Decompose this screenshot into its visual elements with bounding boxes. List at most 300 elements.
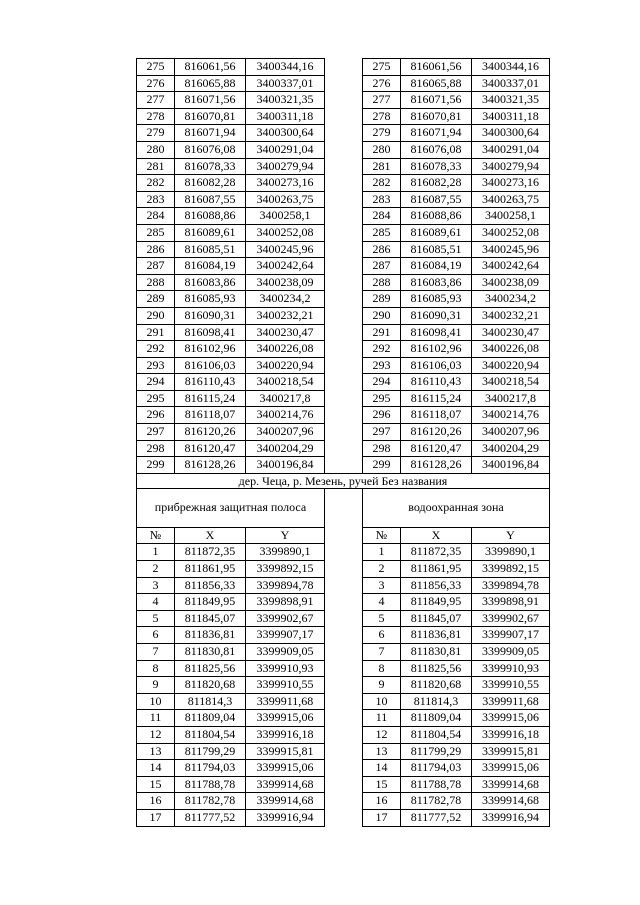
right-y-coordinate: 3399910,55 [472,677,550,694]
left-point-number: 291 [137,324,175,341]
left-x-coordinate: 816110,43 [175,374,246,391]
left-x-coordinate: 816089,61 [175,224,246,241]
right-y-coordinate: 3399915,81 [472,743,550,760]
right-x-coordinate: 816098,41 [401,324,472,341]
table-row [137,357,550,374]
left-point-number: 10 [137,693,175,710]
gap-cell [325,258,363,275]
left-y-coordinate: 3399909,05 [246,644,325,661]
gap-cell [325,760,363,777]
right-y-coordinate: 3400232,21 [472,307,550,324]
table-row [137,208,550,225]
table-row [137,191,550,208]
left-point-number: 275 [137,59,175,76]
right-x-coordinate: 811820,68 [401,677,472,694]
table-row [137,158,550,175]
right-point-number: 299 [363,457,401,474]
right-x-coordinate: 811849,95 [401,594,472,611]
left-point-number: 293 [137,357,175,374]
table-row [137,274,550,291]
left-y-coordinate: 3399902,67 [246,610,325,627]
right-y-coordinate: 3400291,04 [472,141,550,158]
left-y-coordinate: 3399894,78 [246,577,325,594]
table-row [137,291,550,308]
right-point-number: 280 [363,141,401,158]
section-caption: дер. Чеца, р. Мезень, ручей Без названия [137,473,550,488]
left-y-coordinate: 3400230,47 [246,324,325,341]
right-x-coordinate: 816090,31 [401,307,472,324]
right-y-coordinate: 3399916,94 [472,809,550,826]
table-row [137,660,550,677]
table-row [137,258,550,275]
right-x-coordinate: 816076,08 [401,141,472,158]
left-x-coordinate: 811849,95 [175,594,246,611]
left-y-coordinate: 3400226,08 [246,341,325,358]
left-x-coordinate: 811856,33 [175,577,246,594]
table-row [137,307,550,324]
right-point-number: 283 [363,191,401,208]
left-point-number: 8 [137,660,175,677]
right-y-coordinate: 3400245,96 [472,241,550,258]
table-row [137,341,550,358]
right-y-coordinate: 3399914,68 [472,776,550,793]
left-y-coordinate: 3399916,94 [246,809,325,826]
left-y-coordinate: 3400344,16 [246,59,325,76]
right-y-coordinate: 3399892,15 [472,561,550,578]
right-x-coordinate: 811830,81 [401,644,472,661]
right-point-number: 297 [363,424,401,441]
right-x-coordinate: 816071,94 [401,125,472,142]
table-row [137,561,550,578]
right-x-coordinate: 811788,78 [401,776,472,793]
left-point-number: 282 [137,175,175,192]
right-point-number: 282 [363,175,401,192]
right-point-number: 8 [363,660,401,677]
right-point-number: 17 [363,809,401,826]
gap-cell [325,59,363,76]
right-point-number: 6 [363,627,401,644]
left-x-coordinate: 816090,31 [175,307,246,324]
right-point-number: 12 [363,726,401,743]
left-x-coordinate: 811809,04 [175,710,246,727]
table-row [137,108,550,125]
table-row [137,59,550,76]
left-x-coordinate: 816082,28 [175,175,246,192]
table-row [137,175,550,192]
left-y-coordinate: 3399914,68 [246,776,325,793]
left-point-number: 2 [137,561,175,578]
left-x-coordinate: 816085,93 [175,291,246,308]
right-point-number: 281 [363,158,401,175]
gap-cell [325,488,363,527]
right-y-coordinate: 3399894,78 [472,577,550,594]
left-point-number: 288 [137,274,175,291]
right-y-coordinate: 3399902,67 [472,610,550,627]
left-y-coordinate: 3400217,8 [246,390,325,407]
right-point-number: 4 [363,594,401,611]
right-y-coordinate: 3400300,64 [472,125,550,142]
left-x-coordinate: 816088,86 [175,208,246,225]
right-point-number: 296 [363,407,401,424]
right-y-coordinate: 3399911,68 [472,693,550,710]
left-point-number: 17 [137,809,175,826]
right-x-coordinate: 816089,61 [401,224,472,241]
right-x-coordinate: 811782,78 [401,793,472,810]
gap-cell [325,440,363,457]
right-x-coordinate: 816088,86 [401,208,472,225]
right-y-coordinate: 3400242,64 [472,258,550,275]
table-row [137,594,550,611]
right-y-coordinate: 3400196,84 [472,457,550,474]
table-row [137,440,550,457]
left-y-coordinate: 3400279,94 [246,158,325,175]
left-y-coordinate: 3399898,91 [246,594,325,611]
right-point-number: 16 [363,793,401,810]
table-row [137,92,550,109]
right-x-coordinate: 816085,51 [401,241,472,258]
right-x-coordinate: 816078,33 [401,158,472,175]
left-y-coordinate: 3400245,96 [246,241,325,258]
right-x-coordinate: 816118,07 [401,407,472,424]
left-point-number: 7 [137,644,175,661]
gap-cell [325,561,363,578]
right-y-coordinate: 3400207,96 [472,424,550,441]
right-point-number: 277 [363,92,401,109]
right-x-coordinate: 811872,35 [401,544,472,561]
right-x-coordinate: 811825,56 [401,660,472,677]
right-point-number: 294 [363,374,401,391]
right-y-coordinate: 3400217,8 [472,390,550,407]
right-y-coordinate: 3399914,68 [472,793,550,810]
right-y-coordinate: 3400214,76 [472,407,550,424]
left-point-number: 279 [137,125,175,142]
gap-cell [325,291,363,308]
gap-cell [325,158,363,175]
column-header-row [137,527,550,544]
table-row [137,390,550,407]
right-y-coordinate: 3400226,08 [472,341,550,358]
left-point-number: 277 [137,92,175,109]
right-x-coordinate: 816070,81 [401,108,472,125]
left-point-number: 278 [137,108,175,125]
left-x-coordinate: 811804,54 [175,726,246,743]
right-x-coordinate: 811799,29 [401,743,472,760]
right-point-number: 288 [363,274,401,291]
gap-cell [325,374,363,391]
table-row [137,141,550,158]
right-point-number: 14 [363,760,401,777]
left-x-coordinate: 816106,03 [175,357,246,374]
right-point-number: 289 [363,291,401,308]
left-x-coordinate: 816098,41 [175,324,246,341]
gap-cell [325,776,363,793]
left-point-number: 281 [137,158,175,175]
right-point-number: 2 [363,561,401,578]
right-y-coordinate: 3400238,09 [472,274,550,291]
gap-cell [325,544,363,561]
gap-cell [325,108,363,125]
left-y-coordinate: 3399916,18 [246,726,325,743]
left-point-number: 12 [137,726,175,743]
left-y-coordinate: 3400337,01 [246,75,325,92]
left-point-number: 6 [137,627,175,644]
left-x-coordinate: 811814,3 [175,693,246,710]
left-point-number: 292 [137,341,175,358]
left-y-coordinate: 3400196,84 [246,457,325,474]
gap-cell [325,75,363,92]
right-point-number: 9 [363,677,401,694]
gap-cell [325,594,363,611]
left-x-coordinate: 816071,94 [175,125,246,142]
gap-cell [325,407,363,424]
right-x-coordinate: 811861,95 [401,561,472,578]
left-y-coordinate: 3400234,2 [246,291,325,308]
right-point-number: 5 [363,610,401,627]
zone-title-row [137,488,550,527]
left-x-coordinate: 811799,29 [175,743,246,760]
right-x-coordinate: 811809,04 [401,710,472,727]
left-y-coordinate: 3400204,29 [246,440,325,457]
right-x-coordinate: 816061,56 [401,59,472,76]
gap-cell [325,677,363,694]
right-point-number: 278 [363,108,401,125]
right-x-coordinate: 816120,47 [401,440,472,457]
left-x-coordinate: 811782,78 [175,793,246,810]
gap-cell [325,390,363,407]
left-x-coordinate: 811830,81 [175,644,246,661]
left-x-coordinate: 811825,56 [175,660,246,677]
left-point-number: 283 [137,191,175,208]
left-x-coordinate: 816071,56 [175,92,246,109]
right-point-number: 285 [363,224,401,241]
left-point-number: 14 [137,760,175,777]
right-y-coordinate: 3400263,75 [472,191,550,208]
right-y-coordinate: 3400337,01 [472,75,550,92]
gap-cell [325,341,363,358]
left-point-number: 290 [137,307,175,324]
right-col-no: № [363,527,401,544]
right-x-coordinate: 811836,81 [401,627,472,644]
right-y-coordinate: 3400220,94 [472,357,550,374]
right-point-number: 3 [363,577,401,594]
right-x-coordinate: 816082,28 [401,175,472,192]
left-y-coordinate: 3399910,55 [246,677,325,694]
right-zone-title: водоохранная зона [363,488,550,527]
table-row [137,75,550,92]
gap-cell [325,457,363,474]
gap-cell [325,224,363,241]
gap-cell [325,241,363,258]
table-row [137,644,550,661]
right-x-coordinate: 811804,54 [401,726,472,743]
right-point-number: 295 [363,390,401,407]
right-point-number: 291 [363,324,401,341]
table-row [137,627,550,644]
gap-cell [325,92,363,109]
left-x-coordinate: 811794,03 [175,760,246,777]
gap-cell [325,693,363,710]
gap-cell [325,191,363,208]
left-x-coordinate: 816118,07 [175,407,246,424]
right-col-x: X [401,527,472,544]
left-point-number: 5 [137,610,175,627]
right-point-number: 13 [363,743,401,760]
gap-cell [325,324,363,341]
table-row [137,809,550,826]
left-x-coordinate: 816102,96 [175,341,246,358]
right-point-number: 275 [363,59,401,76]
left-y-coordinate: 3400220,94 [246,357,325,374]
right-point-number: 15 [363,776,401,793]
right-x-coordinate: 816106,03 [401,357,472,374]
left-x-coordinate: 816065,88 [175,75,246,92]
left-point-number: 297 [137,424,175,441]
left-x-coordinate: 816120,47 [175,440,246,457]
left-point-number: 294 [137,374,175,391]
right-x-coordinate: 816083,86 [401,274,472,291]
left-point-number: 285 [137,224,175,241]
gap-cell [325,809,363,826]
table-row [137,710,550,727]
right-x-coordinate: 816084,19 [401,258,472,275]
right-y-coordinate: 3400258,1 [472,208,550,225]
right-point-number: 10 [363,693,401,710]
left-col-no: № [137,527,175,544]
left-point-number: 276 [137,75,175,92]
right-y-coordinate: 3399907,17 [472,627,550,644]
left-y-coordinate: 3400273,16 [246,175,325,192]
left-point-number: 3 [137,577,175,594]
right-y-coordinate: 3400321,35 [472,92,550,109]
gap-cell [325,743,363,760]
left-y-coordinate: 3399915,06 [246,710,325,727]
left-point-number: 284 [137,208,175,225]
left-y-coordinate: 3400242,64 [246,258,325,275]
gap-cell [325,357,363,374]
left-x-coordinate: 816070,81 [175,108,246,125]
left-x-coordinate: 811777,52 [175,809,246,826]
left-x-coordinate: 816085,51 [175,241,246,258]
gap-cell [325,274,363,291]
left-point-number: 1 [137,544,175,561]
table-row [137,457,550,474]
right-x-coordinate: 811856,33 [401,577,472,594]
right-y-coordinate: 3400204,29 [472,440,550,457]
left-y-coordinate: 3400263,75 [246,191,325,208]
right-x-coordinate: 811814,3 [401,693,472,710]
gap-cell [325,610,363,627]
left-y-coordinate: 3399892,15 [246,561,325,578]
right-x-coordinate: 816115,24 [401,390,472,407]
left-y-coordinate: 3400311,18 [246,108,325,125]
left-point-number: 286 [137,241,175,258]
left-point-number: 298 [137,440,175,457]
right-x-coordinate: 816087,55 [401,191,472,208]
left-y-coordinate: 3399915,06 [246,760,325,777]
left-x-coordinate: 816084,19 [175,258,246,275]
right-x-coordinate: 816120,26 [401,424,472,441]
left-x-coordinate: 811788,78 [175,776,246,793]
left-x-coordinate: 811872,35 [175,544,246,561]
top-rows [137,59,550,474]
section-caption-row [137,473,550,488]
right-y-coordinate: 3399916,18 [472,726,550,743]
left-point-number: 15 [137,776,175,793]
right-y-coordinate: 3399898,91 [472,594,550,611]
right-point-number: 292 [363,341,401,358]
right-point-number: 11 [363,710,401,727]
table-row [137,610,550,627]
table-row [137,776,550,793]
table-row [137,726,550,743]
table-row [137,241,550,258]
left-point-number: 11 [137,710,175,727]
left-y-coordinate: 3399890,1 [246,544,325,561]
right-y-coordinate: 3399910,93 [472,660,550,677]
left-point-number: 16 [137,793,175,810]
left-x-coordinate: 816115,24 [175,390,246,407]
right-y-coordinate: 3399915,06 [472,710,550,727]
table-row [137,125,550,142]
left-x-coordinate: 816076,08 [175,141,246,158]
right-point-number: 279 [363,125,401,142]
gap-cell [325,125,363,142]
right-y-coordinate: 3399890,1 [472,544,550,561]
right-point-number: 298 [363,440,401,457]
gap-cell [325,307,363,324]
left-zone-title: прибрежная защитная полоса [137,488,325,527]
left-y-coordinate: 3400258,1 [246,208,325,225]
table-row [137,224,550,241]
gap-cell [325,208,363,225]
table-row [137,544,550,561]
left-x-coordinate: 816061,56 [175,59,246,76]
left-y-coordinate: 3399911,68 [246,693,325,710]
left-x-coordinate: 816128,26 [175,457,246,474]
left-y-coordinate: 3400214,76 [246,407,325,424]
right-x-coordinate: 816110,43 [401,374,472,391]
right-y-coordinate: 3400279,94 [472,158,550,175]
left-point-number: 289 [137,291,175,308]
right-x-coordinate: 811777,52 [401,809,472,826]
gap-cell [325,644,363,661]
table-row [137,793,550,810]
right-point-number: 286 [363,241,401,258]
table-row [137,760,550,777]
table-row [137,743,550,760]
left-y-coordinate: 3399907,17 [246,627,325,644]
gap-cell [325,577,363,594]
section-header [137,473,550,544]
right-point-number: 1 [363,544,401,561]
right-x-coordinate: 816102,96 [401,341,472,358]
right-point-number: 290 [363,307,401,324]
right-x-coordinate: 816071,56 [401,92,472,109]
left-point-number: 299 [137,457,175,474]
right-y-coordinate: 3399909,05 [472,644,550,661]
right-y-coordinate: 3400311,18 [472,108,550,125]
gap-cell [325,141,363,158]
right-y-coordinate: 3400234,2 [472,291,550,308]
gap-cell [325,793,363,810]
table-row [137,424,550,441]
left-col-x: X [175,527,246,544]
table-row [137,374,550,391]
left-y-coordinate: 3400232,21 [246,307,325,324]
right-point-number: 276 [363,75,401,92]
left-point-number: 287 [137,258,175,275]
right-x-coordinate: 816128,26 [401,457,472,474]
